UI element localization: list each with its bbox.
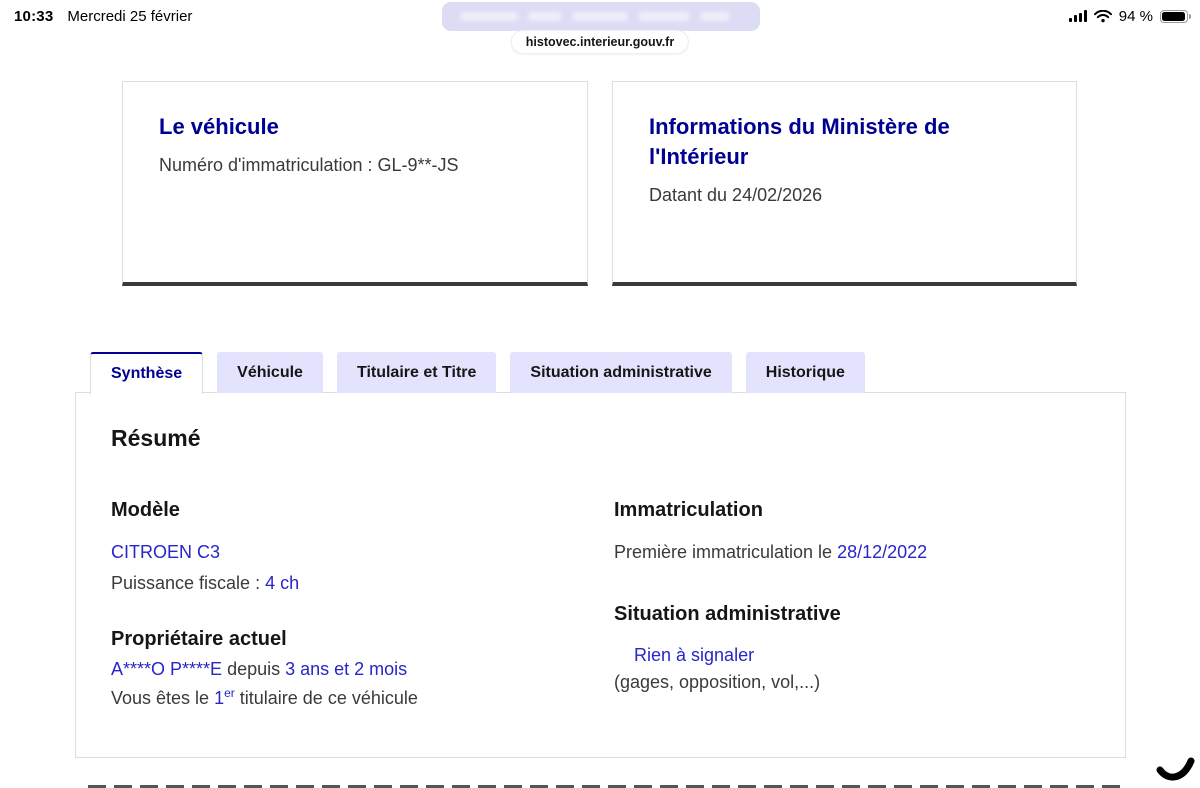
tab-synthese[interactable]: Synthèse bbox=[90, 352, 203, 394]
holder-rank: 1er bbox=[214, 686, 235, 708]
tab-historique[interactable]: Historique bbox=[746, 352, 865, 393]
owner-since-label: depuis bbox=[222, 659, 286, 679]
holder-suffix: titulaire de ce véhicule bbox=[234, 688, 418, 708]
vehicle-card bbox=[122, 81, 588, 286]
battery-percent-label: 94 % bbox=[1118, 7, 1153, 25]
report-tabs bbox=[90, 352, 865, 393]
tab-vehicule[interactable]: Véhicule bbox=[217, 352, 323, 393]
clock-time: 10:33 bbox=[14, 8, 54, 25]
holder-prefix: Vous êtes le bbox=[111, 688, 215, 708]
owner-heading: Propriétaire actuel bbox=[111, 628, 287, 650]
model-heading: Modèle bbox=[111, 499, 180, 521]
tab-situation-administrative[interactable]: Situation administrative bbox=[510, 352, 731, 393]
fiscal-power-line bbox=[111, 571, 581, 596]
holder-line bbox=[111, 686, 581, 711]
resume-heading: Résumé bbox=[111, 425, 201, 451]
registration-heading: Immatriculation bbox=[614, 499, 763, 521]
admin-situation-heading: Situation administrative bbox=[614, 603, 841, 625]
vehicle-card-body: Numéro d'immatriculation : GL-9**-JS bbox=[159, 155, 459, 175]
decorative-arc bbox=[1155, 748, 1199, 786]
owner-duration: 3 ans et 2 mois bbox=[285, 659, 408, 679]
model-value: CITROEN C3 bbox=[111, 542, 221, 562]
wifi-icon bbox=[1094, 10, 1112, 23]
battery-icon bbox=[1160, 10, 1188, 23]
owner-name: A****O P****E bbox=[111, 659, 223, 679]
blurred-text-placeholder bbox=[700, 12, 730, 21]
ministry-card-body: Datant du 24/02/2026 bbox=[649, 185, 823, 205]
admin-note: (gages, opposition, vol,...) bbox=[614, 672, 821, 692]
registration-label: Première immatriculation le bbox=[614, 542, 838, 562]
blurred-text-placeholder bbox=[528, 12, 562, 21]
obscured-banner-button[interactable] bbox=[442, 2, 760, 31]
vehicle-card-title: Le véhicule bbox=[159, 114, 279, 139]
summary-left-column bbox=[111, 423, 581, 711]
blurred-text-placeholder bbox=[460, 12, 518, 21]
registration-date: 28/12/2022 bbox=[837, 542, 928, 562]
tab-titulaire-et-titre[interactable]: Titulaire et Titre bbox=[337, 352, 496, 393]
blurred-text-placeholder bbox=[572, 12, 628, 21]
blurred-text-placeholder bbox=[638, 12, 690, 21]
fiscal-power-value: 4 ch bbox=[265, 573, 300, 593]
summary-right-column bbox=[614, 497, 1084, 695]
owner-line bbox=[111, 657, 581, 682]
status-date: Mercredi 25 février bbox=[67, 8, 193, 25]
cellular-signal-icon bbox=[1069, 10, 1087, 22]
registration-line bbox=[614, 540, 1084, 565]
browser-address-pill[interactable]: histovec.interieur.gouv.fr bbox=[511, 30, 689, 54]
ministry-info-card bbox=[612, 81, 1077, 286]
admin-status: Rien à signaler bbox=[634, 645, 755, 665]
synthese-panel bbox=[75, 392, 1126, 758]
fiscal-power-label: Puissance fiscale : bbox=[111, 573, 266, 593]
ministry-card-title: Informations du Ministère de l'Intérieur bbox=[649, 114, 950, 169]
